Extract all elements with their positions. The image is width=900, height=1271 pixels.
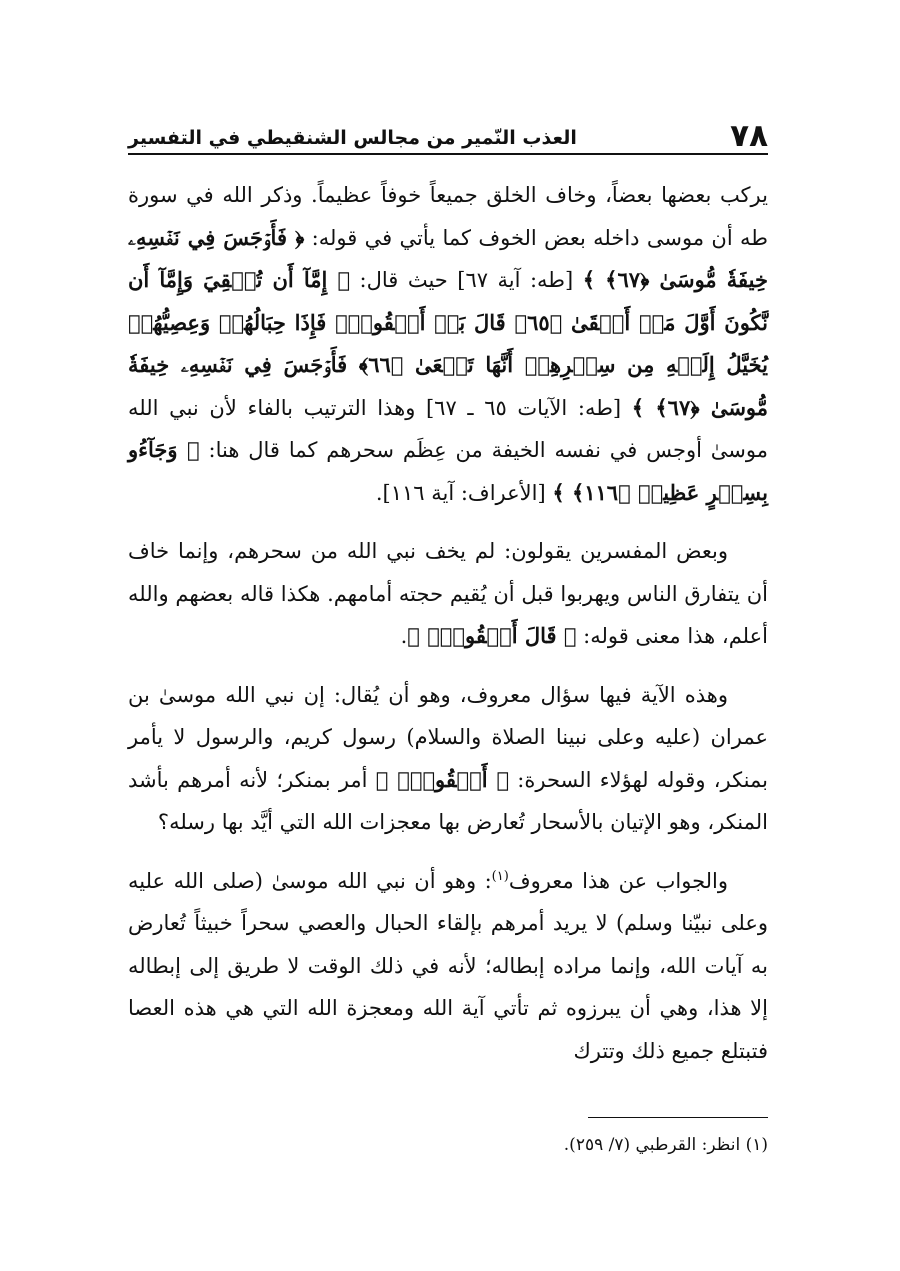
paragraph-4 bbox=[128, 860, 768, 1073]
paragraph-text: . bbox=[400, 624, 408, 648]
footnote-marker: (١) bbox=[491, 868, 509, 884]
quran-verse: ﴿ فَأَوۡجَسَ فِي نَفۡسِهِۦ خِيفَةٗ مُّوسَىٰ ﴿٦٧﴾ ﴾ bbox=[128, 224, 768, 292]
paragraph-text: وهذه الآية فيها سؤال معروف، وهو أن يُقال: إن نبي الله موسىٰ بن عمران (عليه وعلى نبينا الصلاة والسلام) رسول كريم، والرسول لا يأمر بمنكر، وقوله لهؤلاء السحرة: bbox=[128, 682, 768, 792]
footnote: (١) انظر: القرطبي (٧/ ٢٥٩). bbox=[563, 1135, 768, 1155]
paragraph-text: أمر بمنكر؛ لأنه أمرهم بأشد المنكر، وهو الإتيان بالأسحار تُعارض بها معجزات الله التي أيَّد بها رسله؟ bbox=[128, 767, 768, 834]
paragraph-text: [طه: آية ٦٧] حيث قال: bbox=[350, 268, 583, 292]
body-text bbox=[128, 174, 768, 1072]
paragraph-text: يركب بعضها بعضاً، وخاف الخلق جميعاً خوفاً عظيماً. وذكر الله في سورة طه أن موسى داخله بعض الخوف كما يأتي في قوله: bbox=[128, 183, 768, 250]
page-number: ٧٨ bbox=[730, 118, 768, 154]
paragraph-text: : وهو أن نبي الله موسىٰ (صلى الله عليه وعلى نبيّنا وسلم) لا يريد أمرهم بإلقاء الحبال والعصي سحراً خبيثاً تُعارض به آيات الله، وإنما مراده إبطاله؛ لأنه في ذلك الوقت لا طريق إلى إبطاله إلا هذا، وهي أن يبرزوه ثم تأتي آية الله ومعجزة الله التي هي هذه العصا فتبتلع جميع ذلك وتترك bbox=[128, 868, 768, 1063]
quran-verse: ﴿ وَجَآءُو بِسِحۡرٍ عَظِيمٖ ﴿١١٦﴾ ﴾ bbox=[128, 437, 768, 505]
quran-verse: ﴿ قَالَ أَلۡقُواْۖ ﴾ bbox=[407, 623, 577, 648]
footnote-rule bbox=[588, 1117, 768, 1118]
paragraph-text: [طه: الآيات ٦٥ ـ ٦٧] وهذا الترتيب بالفاء لأن نبي الله موسىٰ أوجس في نفسه الخيفة من عِظَم سحرهم كما قال هنا: bbox=[128, 395, 768, 462]
quran-verse: ﴿ إِمَّآ أَن تُلۡقِيَ وَإِمَّآ أَن نَّكُونَ أَوَّلَ مَنۡ أَلۡقَىٰ ﴿٦٥﴾ قَالَ بَلۡ أَلۡقُواْۖ فَإِذَا حِبَالُهُمۡ وَعِصِيُّهُمۡ يُخَيَّلُ إِلَيۡهِ مِن سِحۡرِهِمۡ أَنَّهَا تَسۡعَىٰ ﴿٦٦﴾ فَأَوۡجَسَ فِي نَفۡسِهِۦ خِيفَةٗ مُّوسَىٰ ﴿٦٧﴾ ﴾ bbox=[128, 267, 769, 420]
paragraph-2 bbox=[128, 530, 768, 658]
paragraph-1 bbox=[128, 174, 768, 514]
page-header bbox=[128, 108, 768, 152]
paragraph-text: وبعض المفسرين يقولون: لم يخف نبي الله من سحرهم، وإنما خاف أن يتفارق الناس ويهربوا قبل أن يُقيم حجته أمامهم. هكذا قاله بعضهم والله أعلم، هذا معنى قوله: bbox=[128, 539, 768, 648]
paragraph-text: والجواب عن هذا معروف bbox=[508, 868, 728, 893]
header-rule bbox=[128, 153, 768, 155]
paragraph-3 bbox=[128, 674, 768, 844]
paragraph-text: [الأعراف: آية ١١٦]. bbox=[375, 480, 553, 505]
running-title: العذب النّمير من مجالس الشنقيطي في التفسير bbox=[128, 127, 577, 149]
quran-verse: ﴿ أَلۡقُواْۖ ﴾ bbox=[375, 766, 510, 792]
